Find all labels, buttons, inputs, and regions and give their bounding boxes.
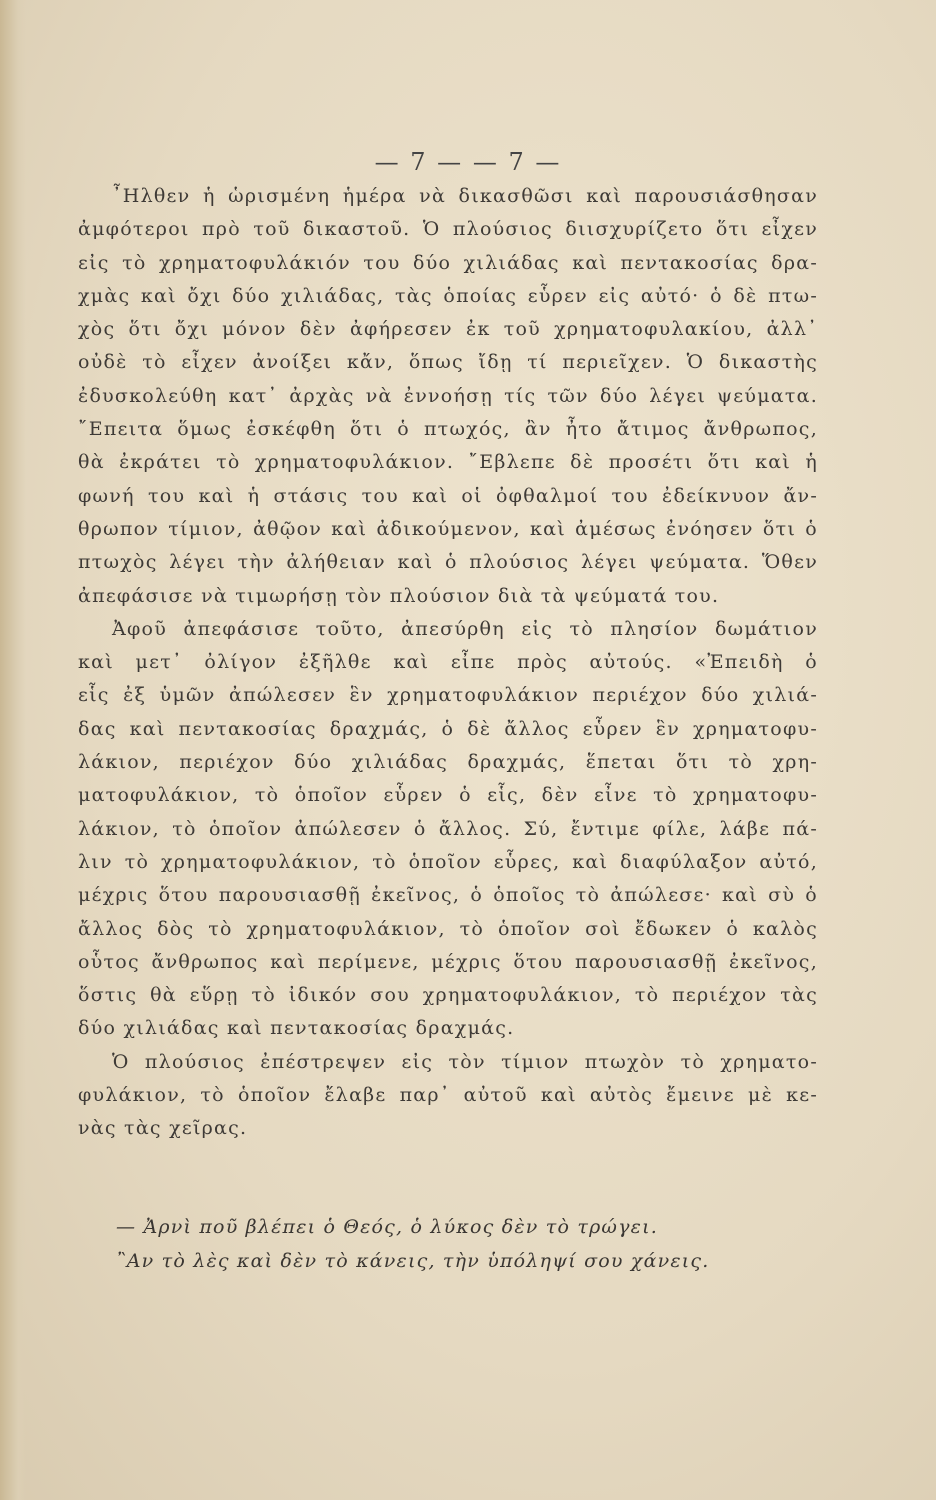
text-line: καὶ μετ᾽ ὀλίγον ἐξῆλθε καὶ εἶπε πρὸς αὐτούς. «Ἐπειδὴ ὁ: [78, 651, 818, 674]
text-line: οὗτος ἄνθρωπος καὶ περίμενε, μέχρις ὅτου παρουσιασθῇ ἐκεῖνος,: [78, 950, 818, 973]
text-line: πτωχὸς λέγει τὴν ἀλήθειαν καὶ ὁ πλούσιος λέγει ψεύματα. Ὅθεν: [78, 551, 818, 574]
text-line: ματοφυλάκιον, τὸ ὁποῖον εὗρεν ὁ εἷς, δὲν εἶνε τὸ χρηματοφυ-: [78, 784, 818, 807]
proverb-line: ῍Αν τὸ λὲς καὶ δὲν τὸ κάνεις, τὴν ὑπόληψί σου χάνεις.: [116, 1250, 710, 1272]
text-line: δας καὶ πεντακοσίας δραχμάς, ὁ δὲ ἄλλος εὗρεν ἓν χρηματοφυ-: [78, 717, 818, 740]
text-line: Ὁ πλούσιος ἐπέστρεψεν εἰς τὸν τίμιον πτωχὸν τὸ χρηματο-: [112, 1050, 818, 1073]
text-line: οὐδὲ τὸ εἶχεν ἀνοίξει κἄν, ὅπως ἴδῃ τί περιεῖχεν. Ὁ δικαστὴς: [78, 351, 818, 374]
text-line: χὸς ὅτι ὄχι μόνον δὲν ἀφήρεσεν ἐκ τοῦ χρηματοφυλακίου, ἀλλ᾽: [78, 318, 818, 341]
text-line: λάκιον, τὸ ὁποῖον ἀπώλεσεν ὁ ἄλλος. Σύ, ἔντιμε φίλε, λάβε πά-: [78, 817, 818, 840]
proverb-verses: [116, 1210, 816, 1278]
page-binding-edge: [0, 0, 26, 1500]
text-line: ἀμφότεροι πρὸ τοῦ δικαστοῦ. Ὁ πλούσιος διισχυρίζετο ὅτι εἶχεν: [78, 218, 818, 241]
text-line: χμὰς καὶ ὄχι δύο χιλιάδας, τὰς ὁποίας εὗρεν εἰς αὐτό· ὁ δὲ πτω-: [78, 284, 818, 307]
text-line: ἀπεφάσισε νὰ τιμωρήσῃ τὸν πλούσιον διὰ τὰ ψεύματά του.: [78, 584, 720, 607]
text-line: ῎Επειτα ὅμως ἐσκέφθη ὅτι ὁ πτωχός, ἂν ἦτο ἄτιμος ἄνθρωπος,: [78, 418, 818, 441]
text-line: μέχρις ὅτου παρουσιασθῇ ἐκεῖνος, ὁ ὁποῖος τὸ ἀπώλεσε· καὶ σὺ ὁ: [78, 884, 818, 907]
text-line: εἰς τὸ χρηματοφυλάκιόν του δύο χιλιάδας καὶ πεντακοσίας δρα-: [78, 251, 818, 274]
text-line: θρωπον τίμιον, ἀθῷον καὶ ἀδικούμενον, καὶ ἀμέσως ἐνόησεν ὅτι ὁ: [78, 517, 818, 540]
text-line: θὰ ἐκράτει τὸ χρηματοφυλάκιον. ῎Εβλεπε δὲ προσέτι ὅτι καὶ ἡ: [78, 451, 818, 474]
text-line: εἷς ἐξ ὑμῶν ἀπώλεσεν ἓν χρηματοφυλάκιον περιέχον δύο χιλιά-: [78, 684, 818, 707]
proverb-line: — Ἀρνὶ ποῦ βλέπει ὁ Θεός, ὁ λύκος δὲν τὸ τρώγει.: [116, 1216, 658, 1238]
body-text: [78, 180, 818, 1146]
page-number: — 7 — — 7 —: [374, 148, 562, 176]
text-line: λιν τὸ χρηματοφυλάκιον, τὸ ὁποῖον εὗρες, καὶ διαφύλαξον αὐτό,: [78, 850, 818, 873]
text-line: φυλάκιον, τὸ ὁποῖον ἔλαβε παρ᾽ αὐτοῦ καὶ αὐτὸς ἔμεινε μὲ κε-: [78, 1084, 818, 1107]
text-line: δύο χιλιάδας καὶ πεντακοσίας δραχμάς.: [78, 1017, 515, 1040]
text-line: λάκιον, περιέχον δύο χιλιάδας δραχμάς, ἕπεται ὅτι τὸ χρη-: [78, 751, 818, 774]
text-line: ἄλλος δὸς τὸ χρηματοφυλάκιον, τὸ ὁποῖον σοὶ ἔδωκεν ὁ καλὸς: [78, 917, 818, 940]
text-line: φωνή του καὶ ἡ στάσις του καὶ οἱ ὀφθαλμοί του ἐδείκνυον ἄν-: [78, 484, 818, 507]
text-line: ἐδυσκολεύθη κατ᾽ ἀρχὰς νὰ ἐννοήσῃ τίς τῶν δύο λέγει ψεύματα.: [78, 384, 818, 407]
text-line: νὰς τὰς χεῖρας.: [78, 1117, 248, 1140]
text-line: ὅστις θὰ εὕρῃ τὸ ἰδικόν σου χρηματοφυλάκιον, τὸ περιέχον τὰς: [78, 984, 818, 1007]
text-line: ῏Ηλθεν ἡ ὡρισμένη ἡμέρα νὰ δικασθῶσι καὶ παρουσιάσθησαν: [112, 185, 818, 207]
text-line: Ἀφοῦ ἀπεφάσισε τοῦτο, ἀπεσύρθη εἰς τὸ πλησίον δωμάτιον: [112, 617, 818, 640]
